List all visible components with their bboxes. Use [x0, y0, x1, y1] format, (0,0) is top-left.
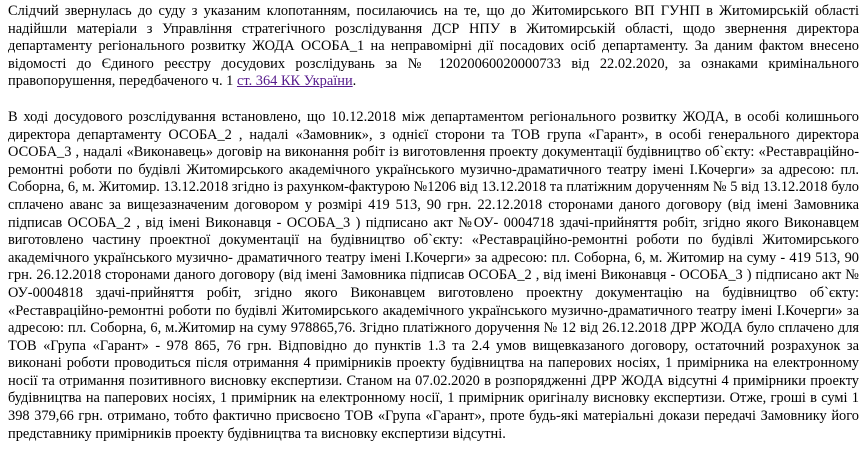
paragraph-2: В ході досудового розслідування встановлено, що 10.12.2018 між департаментом регіонального розвитку ЖОДА, в особі колишнього директора департаменту ОСОБА_2 , надалі «Замовник», з однієї сторони та ТОВ група «Гарант», в особі генерального директора ОСОБА_3 , надалі «Виконавець» договір на виконання робіт із виготовлення проекту документації будівництво об`єкту: «Реставраційно-ремонтні роботи по будівлі Житомирського академічного українського музично-драматичного театру імені І.Кочерги» за адресою: пл. Соборна, 6, м. Житомир. 13.12.2018 згідно із рахунком-фактурою №1206 від 13.12.2018 та платіжним дорученням № 5 від 13.12.2018 було сплачено аванс за вищезазначеним договором у розмірі 419 513, 90 грн. 22.12.2018 сторонами даного договору (від імені Замовника підписав ОСОБА_2 , від імені Виконавця - ОСОБА_3 ) підписано акт №ОУ- 0004718 здачі-прийняття робіт, згідно якого Виконавцем виготовлено частину проектної документації на будівництво об`єкту: «Реставраційно-ремонтні роботи по будівлі Житомирського академічного українського музично- драматичного театру імені І.Кочерги» за адресою: пл. Соборна, 6, м. Житомир на суму - 419 513, 90 грн. 26.12.2018 сторонами даного договору (від імені Замовника підписав ОСОБА_2 , від імені Виконавця - ОСОБА_3 ) підписано акт № ОУ-0004818 здачі-прийняття робіт, згідно якого Виконавцем виготовлено проектну документацію на будівництво об`єкту: «Реставраційно-ремонтні роботи по будівлі Житомирського академічного українського музично-драматичного театру імені І.Кочерги» за адресою: пл. Соборна, 6, м.Житомир на суму 978865,76. Згідно платіжного доручення № 12 від 26.12.2018 ДРР ЖОДА було сплачено для ТОВ «Група «Гарант» - 978 865, 76 грн. Відповідно до пунктів 1.3 та 2.4 умов вищевказаного договору, остаточний розрахунок за виконані роботи проводиться після отримання 4 примірників проекту будівництва на паперових носіях, 1 примірника на електронному носії та отримання позитивного висновку експертизи. Станом на 07.02.2020 в розпорядженні ДРР ЖОДА відсутні 4 примірники проекту будівництва на паперових носіях, 1 примірник на електронному носії, 1 примірник оригіналу висновку експертизи. Отже, гроші в сумі 1 398 379,66 грн. отримано, тобто фактично присвоєно ТОВ «Група «Гарант», проте будь-які матеріальні докази передачі Замовнику його представнику примірників проекту будівництва та висновку експертизи відсутні.: [8, 108, 859, 442]
paragraph-1: [8, 3, 859, 91]
paragraph-1-end: .: [352, 73, 357, 90]
law-article-link[interactable]: ст. 364 КК України: [236, 73, 353, 90]
paragraph-1-text: Слідчий звернулась до суду з указаним клопотанням, посилаючись на те, що до Житомирського ВП ГУНП в Житомирській області надійшли матеріали з Управління стратегічного розслідування ДСР НПУ в Житомирській області, щодо звернення директора департаменту регіонального розвитку ЖОДА ОСОБА_1 на неправомірні дії посадових осіб департаменту. За даним фактом внесено відомості до Єдиного реєстру досудових розслідувань за № 12020060020000733 від 22.02.2020, за ознаками кримінального правопорушення, передбаченого ч. 1: [8, 3, 859, 90]
